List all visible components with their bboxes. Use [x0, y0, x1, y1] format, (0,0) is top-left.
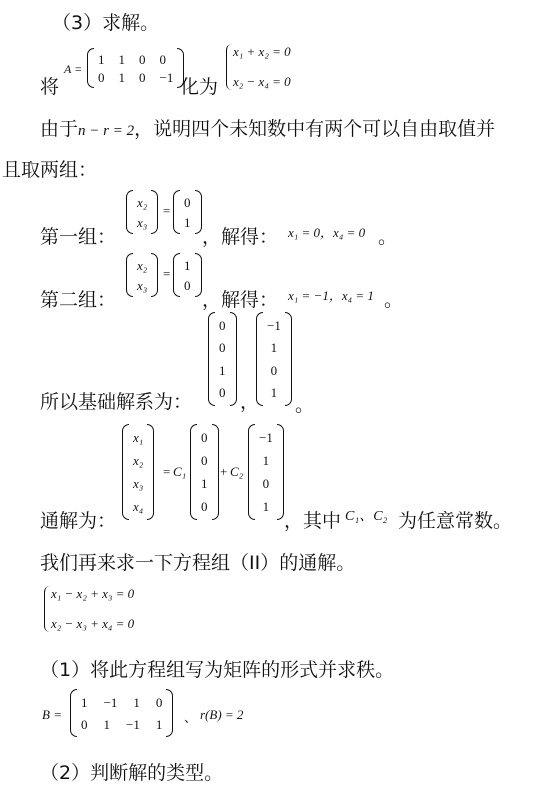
step-2-text: （2）判断解的类型。: [40, 762, 224, 784]
general-vector-1: 0 0 1 0: [190, 424, 219, 520]
reason-line-1: 由于n − r = 2，说明四个未知数中有两个可以自由取值并: [40, 118, 496, 140]
matrix-b-row-2: 0 1 −1 1: [81, 716, 163, 732]
group-2-label: 第二组：: [40, 289, 117, 311]
group-1-solve-label: ，解得：: [202, 226, 279, 248]
general-post: ，其中: [284, 510, 342, 532]
group-2-free-vars: x₂ x₃: [126, 253, 158, 297]
group-2-free-values: 1 0: [173, 253, 202, 297]
group-1-free-values: 0 1: [173, 190, 202, 234]
group-1-label: 第一组：: [40, 226, 117, 248]
general-solution-label: 通解为：: [40, 510, 117, 532]
rank-b: r(B) = 2: [200, 707, 244, 722]
matrix-a: [87, 48, 184, 88]
rank-expression: n − r = 2: [78, 123, 135, 139]
basis-vector-1: 0 0 1 0: [208, 312, 237, 406]
system-2: [51, 586, 134, 632]
system-2-brace: [44, 586, 50, 632]
coefficient-c2: C₂: [230, 464, 244, 479]
general-vector-2: −1 1 0 1: [248, 424, 284, 520]
matrix-b-label: B =: [42, 707, 62, 722]
convert-prefix: 将: [40, 76, 60, 98]
step-1-text: （1）将此方程组写为矩阵的形式并求秩。: [40, 659, 395, 681]
matrix-b: [70, 689, 173, 737]
system-1-eq-1: x₁ + x₂ = 0: [233, 44, 291, 59]
group-1-free-vars: x₂ x₃: [126, 190, 158, 234]
system-2-eq-2: x₂ − x₃ + x₄ = 0: [51, 616, 135, 631]
group-2-solve-label: ，解得：: [202, 289, 279, 311]
group-2-result: x₁ = −1，x₄ = 1: [288, 288, 374, 303]
matrix-a-row-1: 1 1 0 0: [98, 51, 166, 67]
basis-vector-2: −1 1 0 1: [256, 312, 292, 406]
general-post-2: 为任意常数。: [398, 510, 513, 532]
convert-mid: 化为: [180, 76, 219, 98]
coefficient-c1: C₁: [173, 464, 187, 479]
system-1-eq-2: x₂ − x₄ = 0: [233, 74, 291, 89]
group-1-result: x₁ = 0，x₄ = 0: [288, 225, 366, 240]
next-paragraph: 我们再来求一下方程组（II）的通解。: [40, 552, 356, 574]
basis-label: 所以基础解系为：: [40, 391, 193, 413]
unknowns-vector: x₁ x₂ x₃ x₄: [122, 424, 154, 520]
reason-line-2: 且取两组：: [2, 159, 98, 181]
system-2-eq-1: x₁ − x₂ + x₃ = 0: [51, 586, 135, 601]
system-1: [233, 44, 291, 90]
matrix-a-row-2: 0 1 0 −1: [98, 69, 174, 85]
matrix-b-row-1: 1 −1 1 0: [81, 694, 163, 710]
matrix-a-label: A =: [64, 62, 83, 76]
constants: C₁、C₂: [345, 509, 388, 524]
section-3-heading: （3）求解。: [52, 12, 160, 34]
system-1-brace: [226, 44, 232, 90]
